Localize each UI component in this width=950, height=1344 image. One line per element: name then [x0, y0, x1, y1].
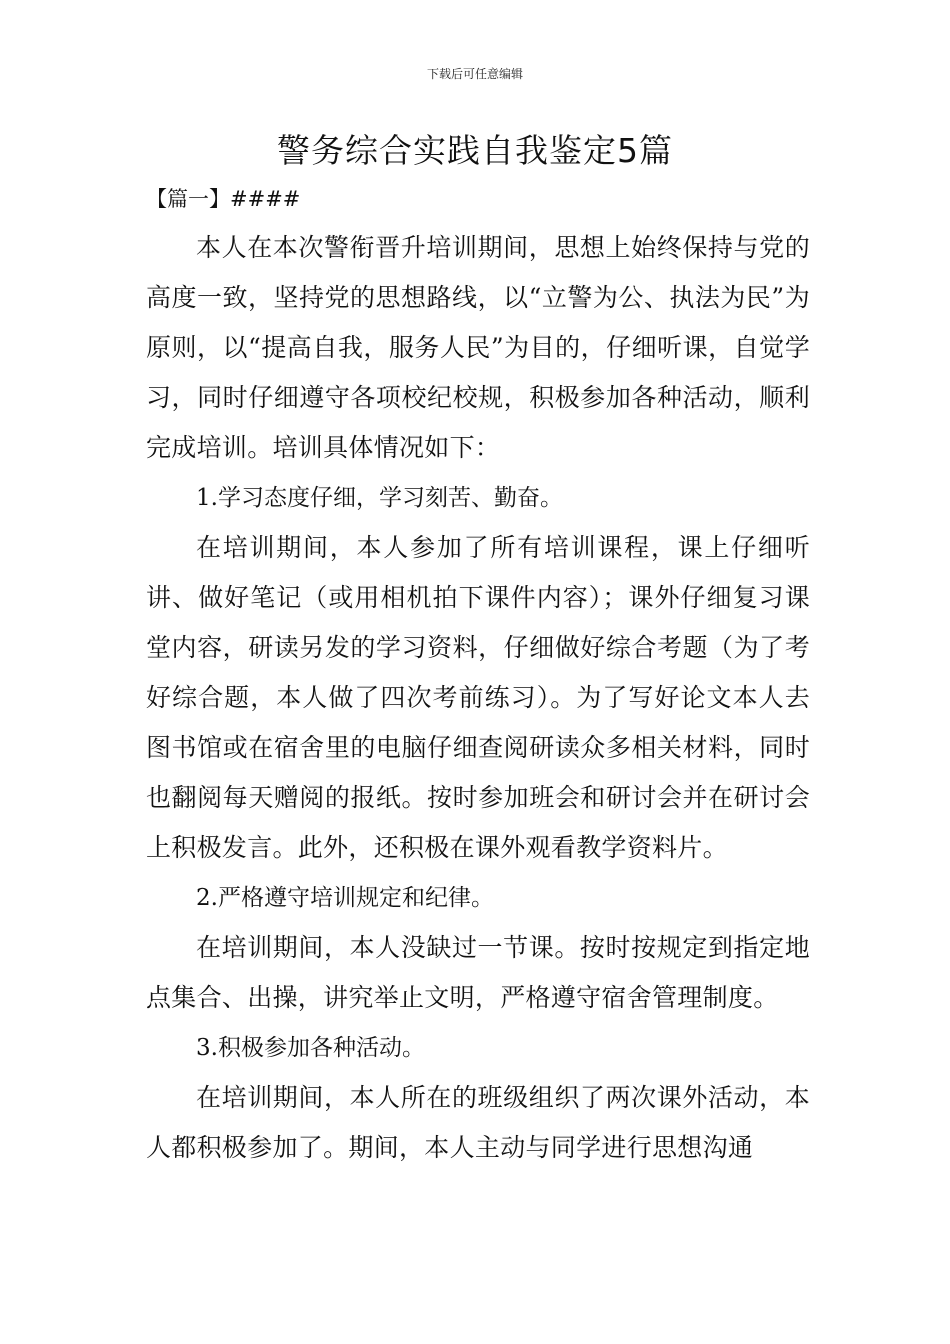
- document-title: 警务综合实践自我鉴定5篇: [277, 131, 673, 170]
- list-heading-3: 3.积极参加各种活动。: [196, 1035, 425, 1061]
- document-body: [146, 223, 810, 1173]
- paragraph-intro: 本人在本次警衔晋升培训期间，思想上始终保持与党的高度一致，坚持党的思想路线，以“立警为公、执法为民”为原则，以“提高自我，服务人民”为目的，仔细听课，自觉学习，同时仔细遵守各项校纪校规，积极参加各种活动，顺利完成培训。培训具体情况如下：: [146, 233, 810, 462]
- paragraph-discipline: 在培训期间，本人没缺过一节课。按时按规定到指定地点集合、出操，讲究举止文明，严格遵守宿舍管理制度。: [146, 933, 810, 1012]
- paragraph-study: 在培训期间，本人参加了所有培训课程，课上仔细听讲、做好笔记（或用相机拍下课件内容）；课外仔细复习课堂内容，研读另发的学习资料，仔细做好综合考题（为了考好综合题，本人做了四次考前练习）。为了写好论文本人去图书馆或在宿舍里的电脑仔细查阅研读众多相关材料，同时也翻阅每天赠阅的报纸。按时参加班会和研讨会并在研讨会上积极发言。此外，还积极在课外观看教学资料片。: [146, 533, 810, 862]
- paragraph-activities: 在培训期间，本人所在的班级组织了两次课外活动，本人都积极参加了。期间，本人主动与同学进行思想沟通: [146, 1083, 810, 1162]
- list-heading-1: 1.学习态度仔细，学习刻苦、勤奋。: [196, 485, 563, 511]
- list-heading-2: 2.严格遵守培训规定和纪律。: [196, 885, 494, 911]
- section-label: 【篇一】####: [146, 187, 301, 211]
- header-note: 下载后可任意编辑: [426, 67, 523, 81]
